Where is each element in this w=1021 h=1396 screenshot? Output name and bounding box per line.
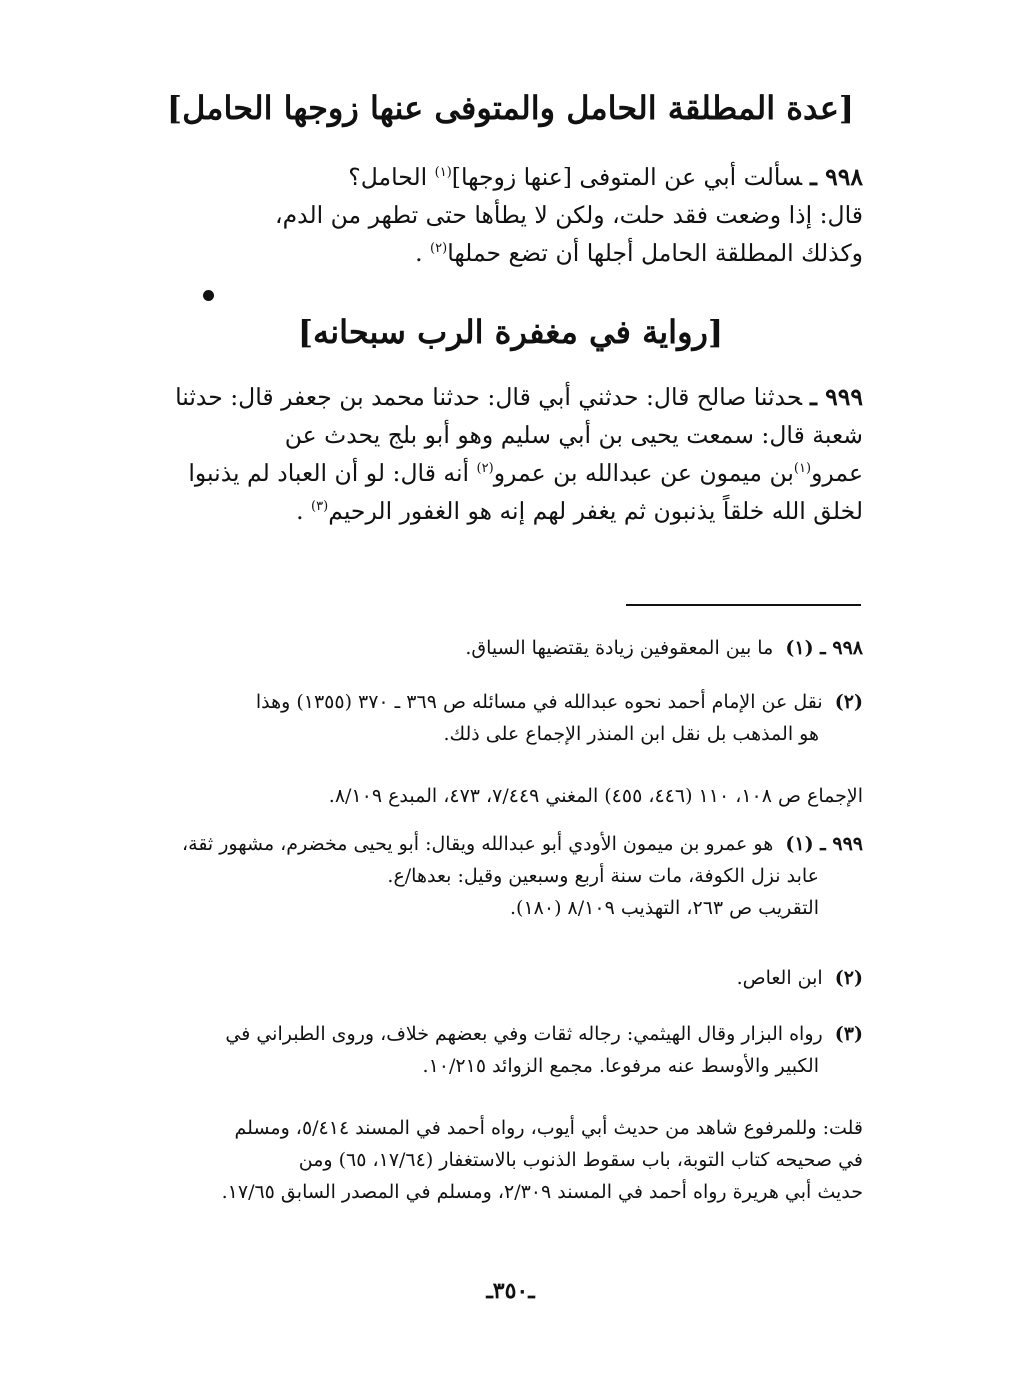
footnote-ref: (١) xyxy=(793,461,812,477)
text-span: الحامل؟ xyxy=(348,163,435,191)
footnote-line: الإجماع ص ١٠٨، ١١٠ (٤٤٦، ٤٥٥) المغني ٧/٤٤٩، ٤٧٣، المبدع ٨/١٠٩. xyxy=(328,785,863,807)
chapter-heading-2: [رواية في مغفرة الرب سبحانه] xyxy=(297,313,724,351)
footnote-999-2 xyxy=(152,962,863,994)
entry-999 xyxy=(150,378,863,530)
footnote-text: نقل عن الإمام أحمد نحوه عبدالله في مسائله ص ٣٦٩ ـ ٣٧٠ (١٣٥٥) وهذا xyxy=(255,691,823,713)
footnote-ref: (٣) xyxy=(311,499,329,515)
entry-998-line-2: قال: إذا وضعت فقد حلت، ولكن لا يطأها حتى تطهر من الدم، xyxy=(275,201,863,229)
footnote-line: في صحيحه كتاب التوبة، باب سقوط الذنوب بالاستغفار (١٧/٦٤، ٦٥) ومن xyxy=(298,1149,863,1171)
footnote-number: ٩٩٨ ـ (١) xyxy=(785,637,863,659)
footnote-line: قلت: وللمرفوع شاهد من حديث أبي أيوب، رواه أحمد في المسند ٥/٤١٤، ومسلم xyxy=(234,1117,863,1139)
footnote-text: ابن العاص. xyxy=(736,967,823,989)
text-span: بن ميمون عن عبدالله بن عمرو xyxy=(493,459,794,487)
footnote-998-2 xyxy=(152,686,863,750)
text-span: حدثنا صالح قال: حدثني أبي قال: حدثنا محمد بن جعفر قال: حدثنا xyxy=(175,383,803,411)
footnote-text: هو عمرو بن ميمون الأودي أبو عبدالله ويقال: أبو يحيى مخضرم، مشهور ثقة، xyxy=(182,833,774,855)
footnote-text: ما بين المعقوفين زيادة يقتضيها السياق. xyxy=(465,637,774,659)
entry-999-line-3 xyxy=(150,454,863,492)
footnote-line xyxy=(152,1018,863,1050)
footnote-line xyxy=(152,632,863,664)
text-span: سألت أبي عن المتوفى [عنها زوجها] xyxy=(451,163,803,191)
footnote-999-1 xyxy=(152,828,863,924)
entry-998-number: ٩٩٨ ـ xyxy=(810,163,863,191)
footnote-999-3 xyxy=(152,1018,863,1082)
footnote-line xyxy=(152,686,863,718)
chapter-heading-1: [عدة المطلقة الحامل والمتوفى عنها زوجها الحامل] xyxy=(166,89,855,127)
entry-998-line-1 xyxy=(150,158,863,196)
footnote-number: (٣) xyxy=(834,1023,863,1045)
text-span: . xyxy=(415,239,431,267)
footnote-line: هو المذهب بل نقل ابن المنذر الإجماع على ذلك. xyxy=(443,723,819,745)
footnote-line: حديث أبي هريرة رواه أحمد في المسند ٢/٣٠٩، ومسلم في المصدر السابق ١٧/٦٥. xyxy=(221,1181,863,1203)
text-span: عمرو xyxy=(811,459,863,487)
footnote-ref: (٢) xyxy=(476,461,494,477)
footnote-998-1 xyxy=(152,632,863,664)
entry-999-number: ٩٩٩ ـ xyxy=(810,383,863,411)
text-span: وكذلك المطلقة الحامل أجلها أن تضع حملها xyxy=(447,239,863,267)
footnote-line: عابد نزل الكوفة، مات سنة أربع وسبعين وقيل: بعدها/ع. xyxy=(387,865,819,887)
footnote-number: (٢) xyxy=(834,691,863,713)
footnote-number: (٢) xyxy=(834,967,863,989)
entry-998-line-3 xyxy=(150,234,863,272)
footnote-line xyxy=(152,828,863,860)
ink-dot xyxy=(203,290,214,301)
text-span: . xyxy=(296,497,312,525)
footnote-number: ٩٩٩ ـ (١) xyxy=(785,833,863,855)
entry-999-line-1 xyxy=(150,378,863,416)
page-number: ـ٣٥٠ـ xyxy=(486,1278,535,1304)
entry-999-line-4 xyxy=(150,492,863,530)
footnote-ref: (٢) xyxy=(430,241,448,257)
footnote-separator xyxy=(626,604,861,606)
footnote-line xyxy=(152,962,863,994)
footnote-999-3-comment xyxy=(152,1112,863,1208)
footnote-text: رواه البزار وقال الهيثمي: رجاله ثقات وفي بعضهم خلاف، وروى الطبراني في xyxy=(225,1023,823,1045)
footnote-ref: (١) xyxy=(434,165,452,181)
entry-999-line-2: شعبة قال: سمعت يحيى بن أبي سليم وهو أبو بلج يحدث عن xyxy=(284,421,863,449)
footnote-line: الكبير والأوسط عنه مرفوعا. مجمع الزوائد ١٠/٢١٥. xyxy=(422,1055,819,1077)
entry-998 xyxy=(150,158,863,272)
text-span: لخلق الله خلقاً يذنبون ثم يغفر لهم إنه هو الغفور الرحيم xyxy=(328,497,863,525)
footnote-line: التقريب ص ٢٦٣، التهذيب ٨/١٠٩ (١٨٠). xyxy=(510,897,819,919)
footnote-998-2-refs xyxy=(152,780,863,812)
text-span: أنه قال: لو أن العباد لم يذنبوا xyxy=(188,459,477,487)
